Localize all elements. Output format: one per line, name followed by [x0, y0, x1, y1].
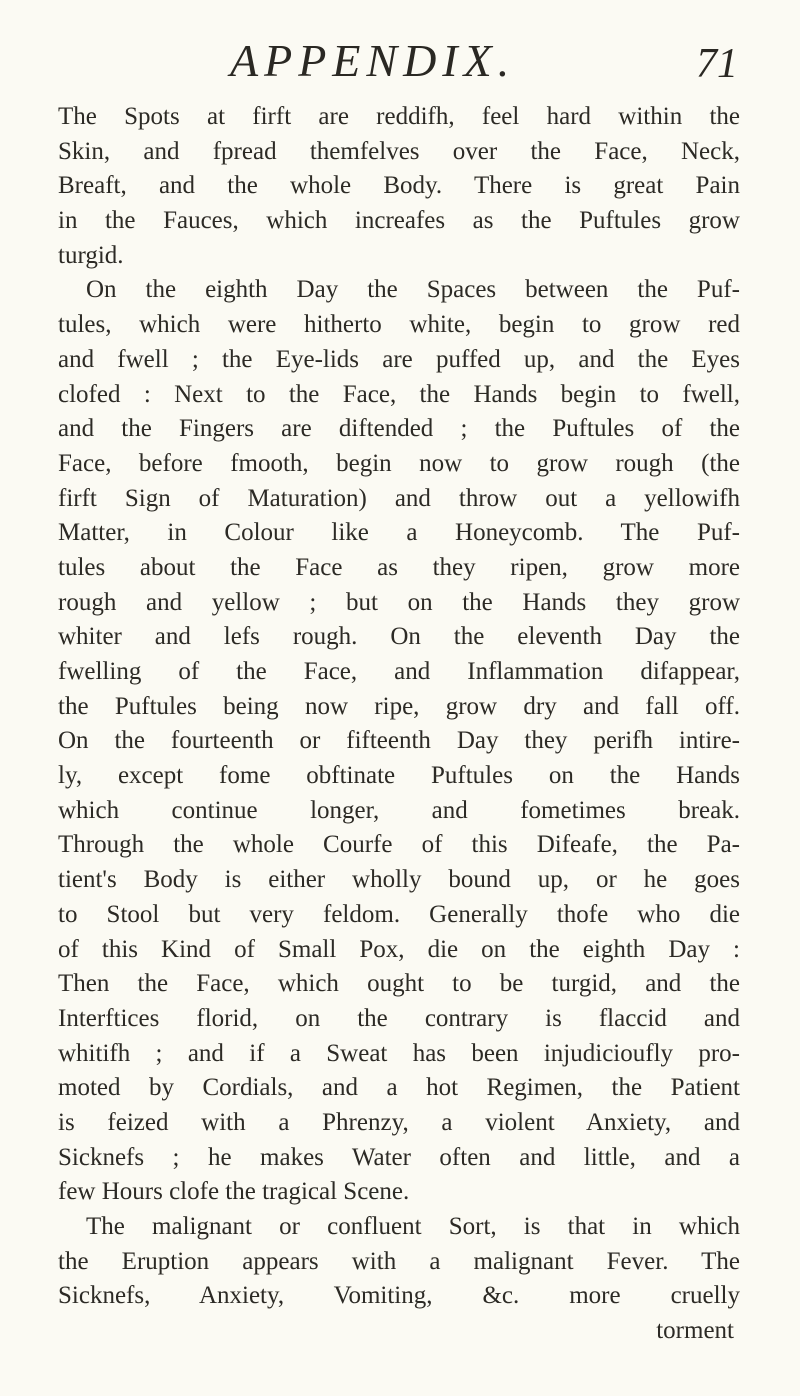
text-line: tient's Body is either wholly bound up, or he goes [58, 866, 740, 894]
text-line: rough and yellow ; but on the Hands they grow [58, 588, 740, 616]
text-line: is feized with a Phrenzy, a violent Anxiety, and [58, 1108, 740, 1136]
text-line: the Eruption appears with a malignant Fever. The [58, 1247, 740, 1275]
text-line: whiter and lefs rough. On the eleventh Day the [58, 623, 740, 651]
text-line: The malignant or confluent Sort, is that in which [86, 1213, 740, 1240]
text-line: Matter, in Colour like a Honeycomb. The Puf- [58, 519, 740, 547]
text-line: of this Kind of Small Pox, die on the eighth Day : [58, 935, 740, 963]
text-line: Sicknefs ; he makes Water often and little, and a [58, 1143, 740, 1171]
catchword: torment [656, 1317, 734, 1345]
text-line: whitifh ; and if a Sweat has been injudicioufly pro- [58, 1039, 740, 1067]
text-line: Then the Face, which ought to be turgid, and the [58, 970, 740, 998]
page-number: 71 [696, 41, 738, 87]
text-line: which continue longer, and fometimes break. [58, 796, 740, 824]
text-line: in the Fauces, which increafes as the Puftules grow [58, 207, 740, 235]
text-line: On the fourteenth or fifteenth Day they perifh intire- [58, 727, 740, 755]
text-line: Face, before fmooth, begin now to grow rough (the [58, 449, 740, 477]
running-title: APPENDIX. [230, 35, 516, 86]
text-line: tules, which were hitherto white, begin to grow red [58, 311, 740, 339]
text-line: Breaft, and the whole Body. There is great Pain [58, 172, 740, 200]
text-line: and the Fingers are diftended ; the Puftules of the [58, 415, 740, 443]
text-line: Sicknefs, Anxiety, Vomiting, &c. more cruelly [58, 1282, 740, 1310]
text-line: Through the whole Courfe of this Difeafe, the Pa- [58, 831, 740, 859]
text-line: few Hours clofe the tragical Scene. [58, 1178, 410, 1206]
text-line: firft Sign of Maturation) and throw out a yellowifh [58, 484, 740, 512]
text-line: tules about the Face as they ripen, grow more [58, 553, 740, 581]
text-line: moted by Cordials, and a hot Regimen, the Patient [58, 1074, 740, 1102]
text-line: to Stool but very feldom. Generally thofe who die [58, 900, 740, 928]
text-line: Interftices florid, on the contrary is flaccid and [58, 1004, 740, 1032]
text-line: On the eighth Day the Spaces between the Puf- [86, 276, 740, 304]
text-line: the Puftules being now ripe, grow dry and fall off. [58, 692, 740, 720]
text-line: and fwell ; the Eye-lids are puffed up, and the Eyes [58, 345, 740, 373]
text-line: The Spots at firft are reddifh, feel hard within the [58, 103, 740, 130]
body-text [58, 100, 740, 1349]
text-line: clofed : Next to the Face, the Hands begin to fwell, [58, 380, 740, 408]
text-line: ly, except fome obftinate Puftules on the Hands [58, 762, 740, 790]
text-line: Skin, and fpread themfelves over the Face, Neck, [58, 137, 740, 165]
text-line: fwelling of the Face, and Inflammation difappear, [58, 658, 740, 685]
text-line: turgid. [58, 241, 124, 269]
running-header [0, 34, 800, 96]
